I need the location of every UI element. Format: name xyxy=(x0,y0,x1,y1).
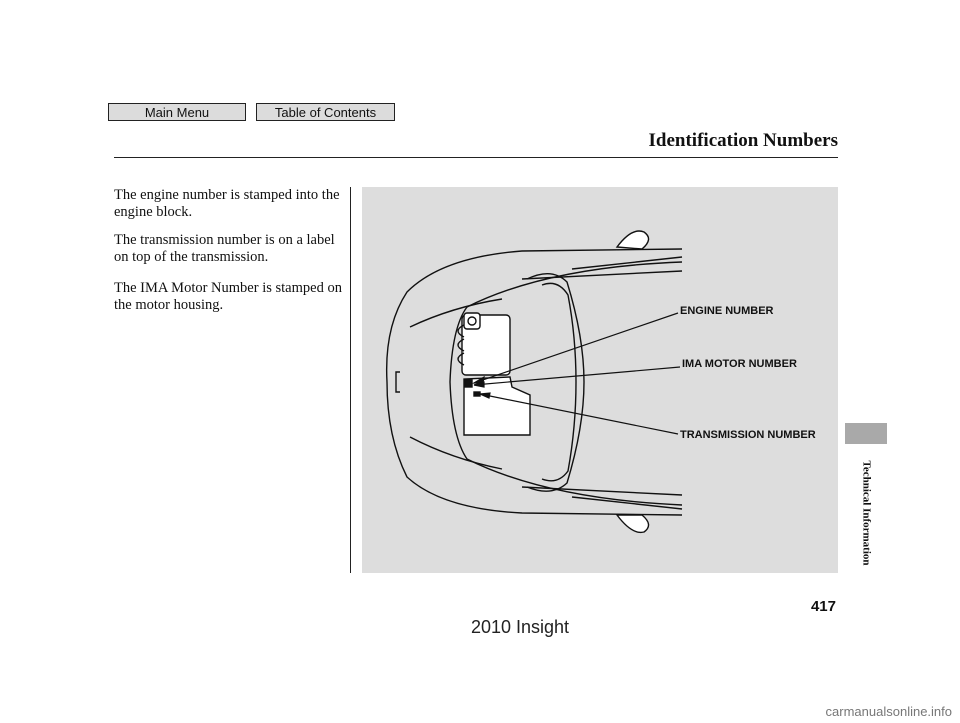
column-divider xyxy=(350,187,351,573)
section-tab-marker xyxy=(845,423,887,444)
paragraph-transmission-number: The transmission number is on a label on top of the transmission. xyxy=(114,232,335,265)
paragraph-ima-motor-number: The IMA Motor Number is stamped on the motor housing. xyxy=(114,280,342,313)
footer-model: 2010 Insight xyxy=(470,617,570,637)
engine-location-figure xyxy=(362,187,838,573)
paragraph-engine-number: The engine number is stamped into the engine block. xyxy=(114,187,340,220)
main-menu-button[interactable]: Main Menu xyxy=(108,103,246,121)
car-top-view-illustration xyxy=(362,187,838,573)
ima-motor-number-label: IMA MOTOR NUMBER xyxy=(682,358,797,370)
transmission-number-label: TRANSMISSION NUMBER xyxy=(680,429,816,441)
page-title: Identification Numbers xyxy=(648,130,838,151)
watermark: carmanualsonline.info xyxy=(825,704,952,719)
page-number: 417 xyxy=(810,598,836,615)
section-tab-label: Technical Information xyxy=(860,459,873,566)
title-divider xyxy=(114,157,838,158)
table-of-contents-button[interactable]: Table of Contents xyxy=(256,103,395,121)
engine-number-label: ENGINE NUMBER xyxy=(680,305,774,317)
